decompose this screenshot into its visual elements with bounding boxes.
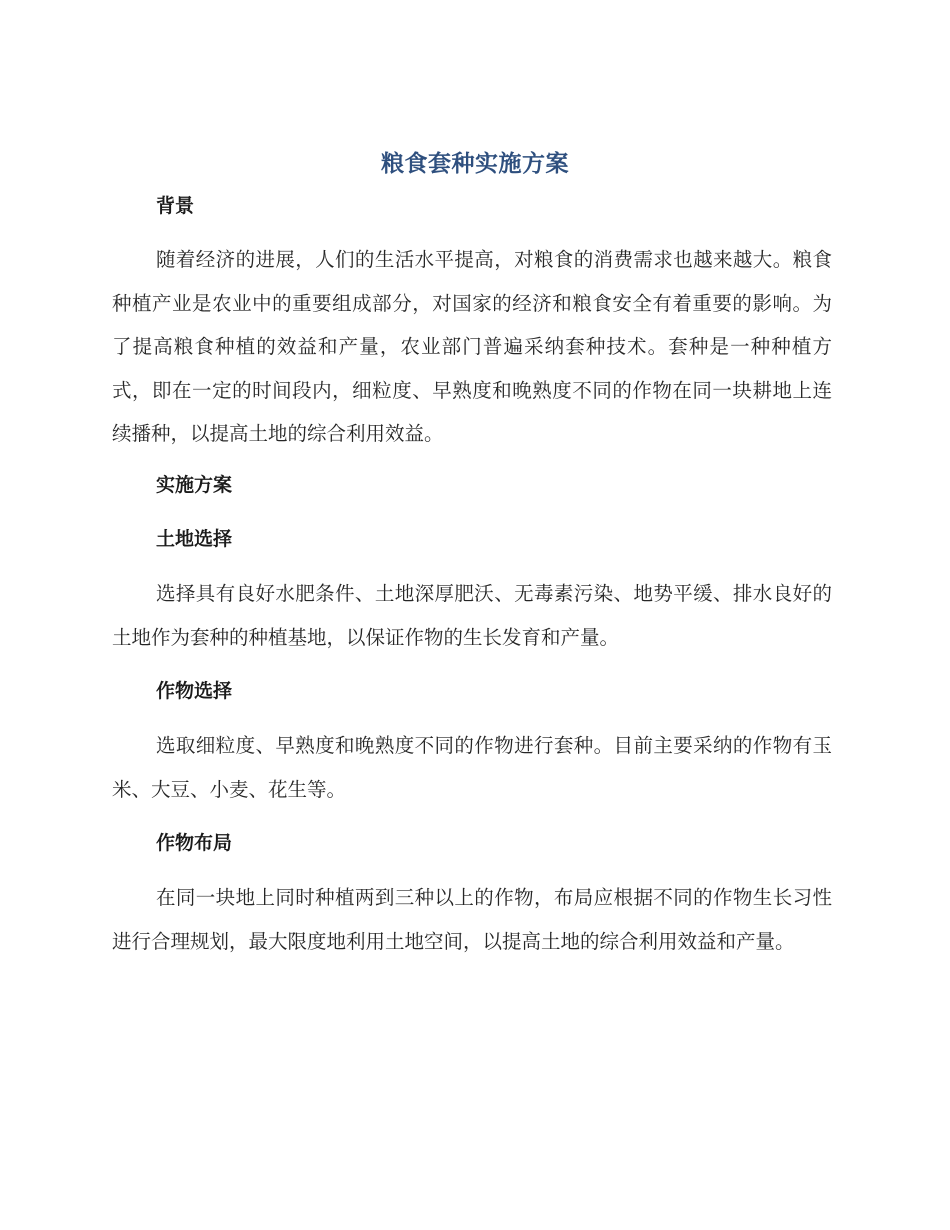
- paragraph-crop-selection: 选取细粒度、早熟度和晚熟度不同的作物进行套种。目前主要采纳的作物有玉米、大豆、小麦、花生等。: [112, 734, 832, 801]
- document-title: 粮食套种实施方案: [381, 151, 569, 177]
- section-heading-implementation-plan: 实施方案: [156, 474, 233, 496]
- paragraph-background: 随着经济的进展，人们的生活水平提高，对粮食的消费需求也越来越大。粮食种植产业是农业中的重要组成部分，对国家的经济和粮食安全有着重要的影响。为了提高粮食种植的效益和产量，农业部门普遍采纳套种技术。套种是一种种植方式，即在一定的时间段内，细粒度、早熟度和晚熟度不同的作物在同一块耕地上连续播种，以提高土地的综合利用效益。: [112, 248, 832, 445]
- section-heading-land-selection: 土地选择: [156, 528, 233, 550]
- paragraph-land-selection: 选择具有良好水肥条件、土地深厚肥沃、无毒素污染、地势平缓、排水良好的土地作为套种的种植基地，以保证作物的生长发育和产量。: [112, 582, 832, 649]
- section-heading-crop-layout: 作物布局: [156, 832, 233, 854]
- paragraph-crop-layout: 在同一块地上同时种植两到三种以上的作物，布局应根据不同的作物生长习性进行合理规划，最大限度地利用土地空间，以提高土地的综合利用效益和产量。: [112, 886, 832, 953]
- section-heading-background: 背景: [156, 195, 195, 217]
- section-heading-crop-selection: 作物选择: [156, 680, 233, 702]
